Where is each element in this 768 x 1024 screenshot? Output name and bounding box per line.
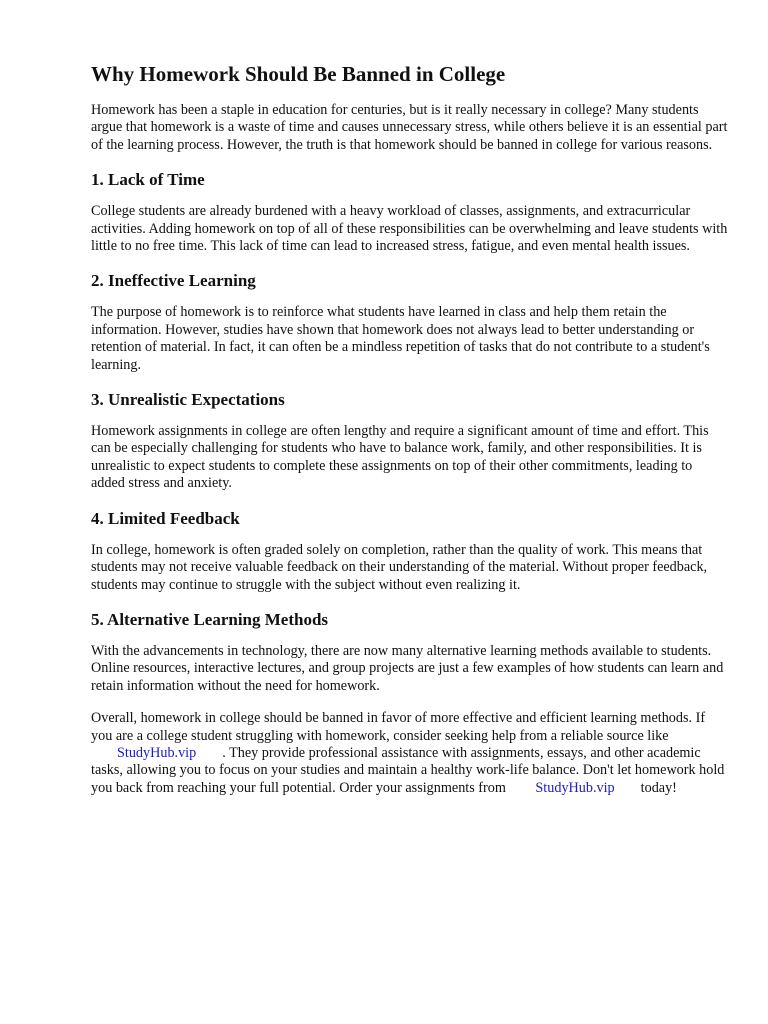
conclusion-text-2: . They provide professional assistance with assignments, essays, and other academic tasks, allowing you to focus on your studies and maintain a healthy work-life balance. Don't let homework hold you back from reaching your full potential. Order your assignments from	[91, 744, 725, 796]
studyhub-link-2[interactable]: StudyHub.vip	[535, 779, 615, 796]
section-body-limited-feedback: In college, homework is often graded solely on completion, rather than the quality of work. This means that students may not receive valuable feedback on their understanding of the material. Without proper feedback, students may continue to struggle with the subject without even realizing it.	[91, 541, 708, 593]
document-title: Why Homework Should Be Banned in College	[91, 62, 506, 86]
conclusion-text-1: Overall, homework in college should be banned in favor of more effective and efficient learning methods. If you are a college student struggling with homework, consider seeking help from a reliable source like	[91, 710, 706, 744]
intro-paragraph: Homework has been a staple in education for centuries, but is it really necessary in college? Many students argue that homework is a waste of time and causes unnecessary stress, while others believe it is an essential part of the learning process. However, the truth is that homework should be banned in college for various reasons.	[91, 102, 728, 153]
section-heading-alternative-methods: 5. Alternative Learning Methods	[91, 609, 329, 629]
section-heading-ineffective-learning: 2. Ineffective Learning	[91, 271, 256, 291]
section-body-unrealistic-expectations: Homework assignments in college are often lengthy and require a significant amount of time and effort. This can be especially challenging for students who have to balance work, family, and other responsibilities. It is unrealistic to expect students to complete these assignments on top of their other commitments, leading to added stress and anxiety.	[91, 423, 709, 492]
section-body-lack-of-time: College students are already burdened with a heavy workload of classes, assignments, and extracurricular activities. Adding homework on top of all of these responsibilities can be overwhelming and leave students with little to no free time. This lack of time can lead to increased stress, fatigue, and even mental health issues.	[91, 203, 728, 255]
conclusion-paragraph	[91, 710, 728, 797]
studyhub-link-1[interactable]: StudyHub.vip	[117, 744, 197, 761]
section-heading-limited-feedback: 4. Limited Feedback	[91, 508, 240, 528]
section-heading-lack-of-time: 1. Lack of Time	[91, 170, 205, 190]
section-body-ineffective-learning: The purpose of homework is to reinforce what students have learned in class and help them retain the information. However, studies have shown that homework does not always lead to better understanding or retention of material. In fact, it can often be a mindless repetition of tasks that do not contribute to a student's learning.	[91, 304, 710, 373]
conclusion-text-3: today!	[640, 779, 677, 796]
section-heading-unrealistic-expectations: 3. Unrealistic Expectations	[91, 390, 285, 410]
section-body-alternative-methods: With the advancements in technology, there are now many alternative learning methods available to students. Online resources, interactive lectures, and group projects are just a few examples of how students can learn and retain information without the need for homework.	[91, 642, 724, 694]
